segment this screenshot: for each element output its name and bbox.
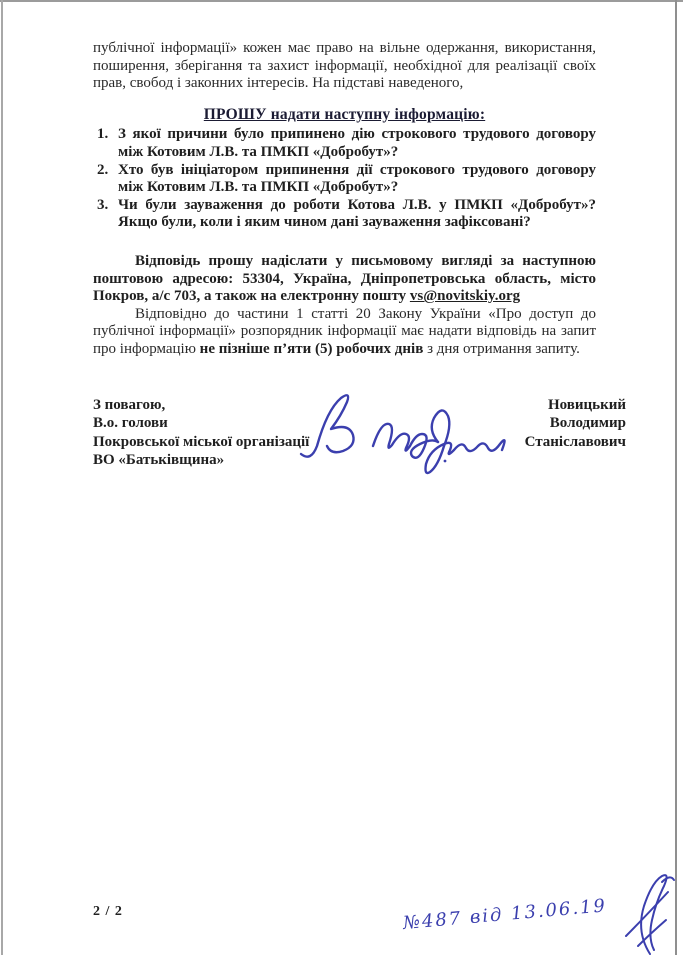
signoff-title [93,396,309,470]
item-text: Хто був ініціатором припинення дії строкового трудового договору між Котовим Л.В. та ПМКП «Добробут»? [118,161,596,196]
request-item [93,162,596,197]
signature-block [93,396,626,470]
registration-number-note: №487 від 13.06.19 [402,895,608,934]
intro-paragraph: публічної інформації» кожен має право на вільне одержання, використання, поширення, зберігання та захист інформації, необхідної для реалізації своїх прав, свобод і законних інтересів. На підставі наведеного, [93,40,596,92]
scan-edge-right [675,0,677,955]
signoff-line: ВО «Батьківщина» [93,452,225,468]
signee-name-line: Володимир [549,415,626,431]
signoff-line: З повагою, [93,396,166,413]
document-body [93,40,626,470]
signee-name-line: Станіславович [524,433,626,450]
law-emphasis: не пізніше п’яти (5) робочих днів [199,340,424,357]
reply-email: vs@novitskiy.org [409,288,521,305]
reply-text: Відповідь прошу надіслати у письмовому вигляді за наступною поштовою адресою: 53304, Україна, Дніпропетровська область, місто Покров, а/с 703, а також на електронну пошту [93,252,596,305]
registration-signature-ink [616,872,678,955]
scan-edge-left [1,0,3,955]
request-heading: ПРОШУ надати наступну інформацію: [203,105,486,123]
item-number: 3. [97,196,109,213]
scan-edge-top [0,0,683,2]
item-number: 1. [97,126,109,143]
law-text-lead: Відповідно до частини 1 статті 20 Закону України «Про доступ до публічної інформації» розпорядник інформації має надати відповідь на запит про інформацію [93,305,596,357]
item-number: 2. [97,161,109,178]
signoff-line: В.о. голови [93,415,168,431]
page-number: 2 / 2 [93,904,123,919]
signee-full-name [525,396,626,470]
handwritten-signature-ink [293,388,523,488]
reply-paragraph [93,253,596,306]
item-text: З якої причини було припинено дію строкового трудового договору між Котовим Л.В. та ПМКП «Добробут»? [118,126,596,160]
signee-name-line: Новицький [547,396,626,413]
request-list [93,126,596,232]
signoff-line: Покровської міської організації [93,433,310,450]
law-paragraph [93,306,596,359]
law-text-tail: з дня отримання запиту. [423,340,580,357]
item-text: Чи були зауваження до роботи Котова Л.В. у ПМКП «Добробут»? Якщо були, коли і яким чином дані зауваження зафіксовані? [118,196,596,231]
request-item [93,197,596,232]
request-item [93,126,596,161]
